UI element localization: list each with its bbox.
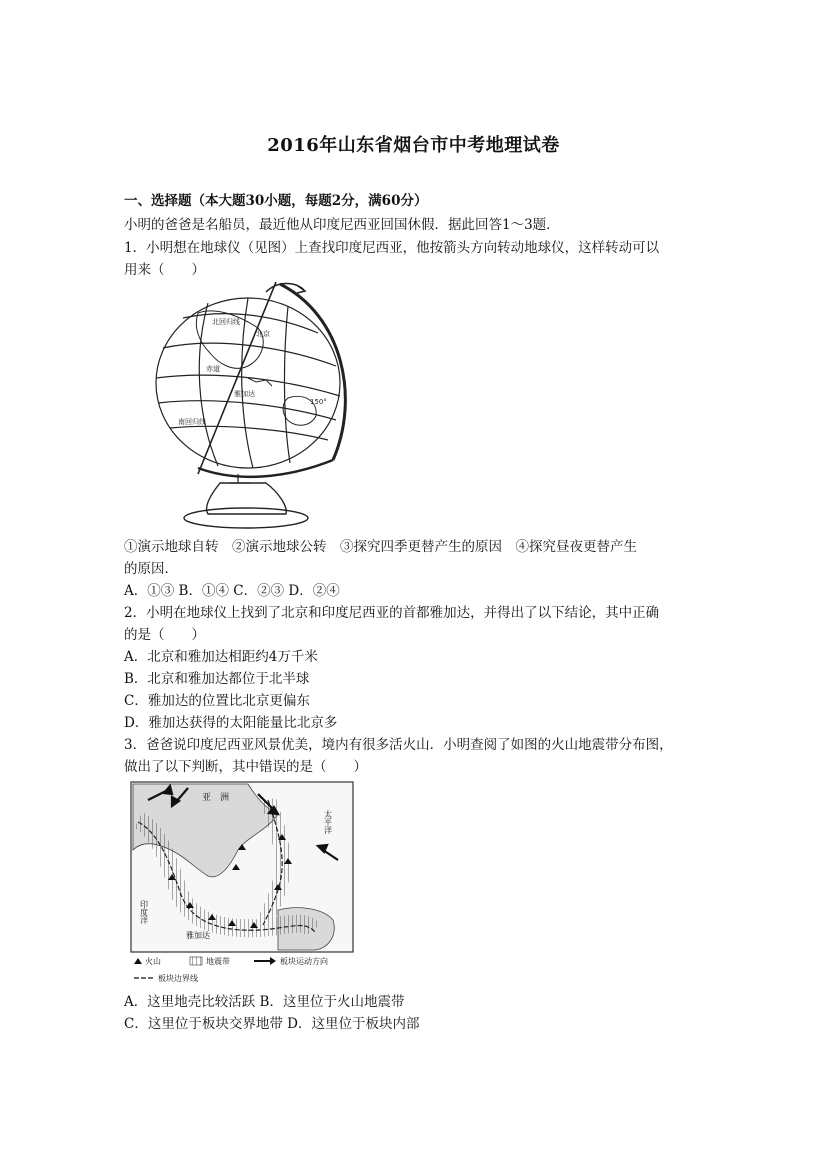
q1-statements-line1: ①演示地球自转 ②演示地球公转 ③探究四季更替产生的原因 ④探究昼夜更替产生 — [124, 539, 637, 555]
globe-label-equator: 赤道 — [206, 365, 220, 373]
q2-stem-line2: 的是（ ） — [124, 627, 205, 643]
q2-stem-line1: 2．小明在地球仪上找到了北京和印度尼西亚的首都雅加达，并得出了以下结论，其中正确 — [124, 605, 660, 621]
legend-seismic: 地震带 — [206, 957, 230, 966]
legend-boundary: 板块边界线 — [158, 974, 198, 983]
q3-stem-line2: 做出了以下判断，其中错误的是（ ） — [124, 759, 367, 775]
q2-option-a: A．北京和雅加达相距约4万千米 — [124, 649, 318, 665]
q3-options-line2: C．这里位于板块交界地带 D．这里位于板块内部 — [124, 1016, 420, 1032]
q1-statements-line2: 的原因． — [124, 561, 178, 577]
globe-label-jakarta: 雅加达 — [234, 390, 255, 398]
q2-option-c: C．雅加达的位置比北京更偏东 — [124, 693, 310, 709]
legend-plate-motion: 板块运动方向 — [280, 957, 328, 966]
legend-volcano-symbol — [134, 958, 142, 964]
q1-stem-line1: 1．小明想在地球仪（见图）上查找印度尼西亚，他按箭头方向转动地球仪，这样转动可以 — [124, 240, 660, 256]
q1-options: A．①③ B．①④ C．②③ D．②④ — [124, 583, 340, 599]
legend-arrowhead-symbol — [270, 957, 276, 965]
seismic-map-figure — [128, 780, 362, 986]
map-label-asia: 亚 洲 — [202, 793, 230, 803]
globe-label-lon: 150° — [310, 398, 327, 406]
q3-options-line1: A．这里地壳比较活跃 B．这里位于火山地震带 — [124, 994, 405, 1010]
q3-stem-line1: 3．爸爸说印度尼西亚风景优美，境内有很多活火山．小明查阅了如图的火山地震带分布图， — [124, 737, 673, 753]
q1-stem-line2: 用来（ ） — [124, 262, 205, 278]
map-legend — [134, 956, 328, 983]
section-heading: 一、选择题（本大题30小题，每题2分，满60分） — [124, 193, 428, 209]
q2-option-d: D．雅加达获得的太阳能量比北京多 — [124, 715, 338, 731]
page-title: 2016年山东省烟台市中考地理试卷 — [267, 135, 560, 156]
map-label-indian: 印度洋 — [139, 900, 149, 924]
q2-option-b: B．北京和雅加达都位于北半球 — [124, 671, 310, 687]
map-label-pacific: 太平洋 — [323, 810, 333, 834]
map-label-jakarta: 雅加达 — [186, 931, 210, 940]
intro-text: 小明的爸爸是名船员，最近他从印度尼西亚回国休假．据此回答1～3题． — [124, 217, 560, 233]
globe-figure — [138, 278, 356, 530]
globe-label-tropic-north: 北回归线 — [212, 318, 240, 326]
globe-label-tropic-south: 南回归线 — [178, 418, 206, 426]
legend-volcano: 火山 — [145, 957, 161, 966]
legend-seismic-symbol — [190, 957, 202, 965]
globe-label-beijing: 北京 — [256, 330, 270, 338]
